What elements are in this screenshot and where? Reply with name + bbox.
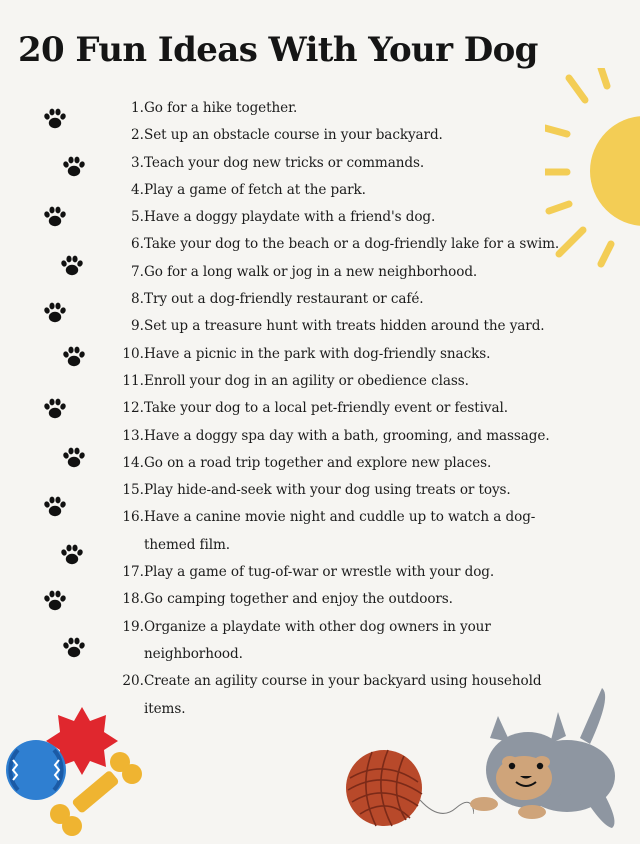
paw-icon <box>43 108 67 130</box>
list-item <box>0 395 600 422</box>
item-text: Go for a long walk or jog in a new neighborhood. <box>144 263 478 280</box>
bone-icon <box>48 752 144 838</box>
item-number: 5. <box>131 209 144 226</box>
paw-icon <box>62 637 86 659</box>
list-item <box>0 423 600 450</box>
list-item <box>0 286 600 313</box>
item-text: Play hide-and-seek with your dog using treats or toys. <box>144 482 511 499</box>
item-number: 12. <box>122 400 144 417</box>
item-number: 8. <box>131 291 144 308</box>
ideas-list <box>0 95 600 723</box>
paw-icon <box>43 206 67 228</box>
list-item <box>0 259 600 286</box>
list-item <box>0 368 600 395</box>
list-item <box>0 204 600 231</box>
paw-icon <box>43 496 67 518</box>
item-text: Organize a playdate with other dog owners in your neighborhood. <box>144 618 491 662</box>
item-text: Play a game of fetch at the park. <box>144 181 366 198</box>
list-item <box>0 177 600 204</box>
item-text: Enroll your dog in an agility or obedience class. <box>144 372 469 389</box>
item-number: 15. <box>122 482 144 499</box>
item-number: 7. <box>131 263 144 280</box>
paw-icon <box>43 398 67 420</box>
item-number: 13. <box>122 427 144 444</box>
list-item <box>0 150 600 177</box>
item-text: Have a doggy playdate with a friend's dog. <box>144 209 436 226</box>
list-item <box>0 95 600 122</box>
item-number: 2. <box>131 127 144 144</box>
item-number: 10. <box>122 345 144 362</box>
item-number: 3. <box>131 154 144 171</box>
item-number: 18. <box>122 591 144 608</box>
item-text: Try out a dog-friendly restaurant or café. <box>144 291 424 308</box>
paw-icon <box>43 302 67 324</box>
dog-illustration <box>462 686 632 836</box>
list-item <box>0 559 600 586</box>
paw-icon <box>62 346 86 368</box>
item-text: Have a picnic in the park with dog-friendly snacks. <box>144 345 491 362</box>
yarn-ball-icon <box>344 748 474 834</box>
item-text: Have a doggy spa day with a bath, grooming, and massage. <box>144 427 550 444</box>
list-item <box>0 341 600 368</box>
item-number: 19. <box>122 618 144 635</box>
item-number: 14. <box>122 454 144 471</box>
item-text: Go camping together and enjoy the outdoors. <box>144 591 453 608</box>
list-item <box>0 313 600 340</box>
item-number: 6. <box>131 236 144 253</box>
item-number: 4. <box>131 181 144 198</box>
item-number: 1. <box>131 100 144 116</box>
paw-icon <box>60 255 84 277</box>
list-item <box>0 450 600 477</box>
paw-icon <box>62 156 86 178</box>
item-number: 20. <box>122 673 144 690</box>
item-text: Create an agility course in your backyard using household items. <box>144 673 542 717</box>
page-title: 20 Fun Ideas With Your Dog <box>18 30 538 70</box>
paw-icon <box>43 590 67 612</box>
item-text: Teach your dog new tricks or commands. <box>144 154 425 171</box>
item-text: Set up an obstacle course in your backyard. <box>144 127 443 144</box>
item-text: Take your dog to the beach or a dog-friendly lake for a swim. <box>144 236 560 253</box>
paw-icon <box>62 447 86 469</box>
item-number: 17. <box>122 564 144 581</box>
list-item <box>0 586 600 613</box>
list-item <box>0 477 600 504</box>
item-text: Play a game of tug-of-war or wrestle with your dog. <box>144 564 495 581</box>
list-item <box>0 614 600 669</box>
item-text: Set up a treasure hunt with treats hidden around the yard. <box>144 318 545 335</box>
item-number: 11. <box>122 372 144 389</box>
item-text: Go on a road trip together and explore new places. <box>144 454 492 471</box>
paw-icon <box>60 544 84 566</box>
item-number: 9. <box>131 318 144 335</box>
item-text: Have a canine movie night and cuddle up to watch a dog-themed film. <box>144 509 536 553</box>
item-text: Go for a hike together. <box>144 100 298 116</box>
list-item <box>0 504 600 559</box>
list-item <box>0 231 600 258</box>
list-item <box>0 122 600 149</box>
item-text: Take your dog to a local pet-friendly event or festival. <box>144 400 508 417</box>
item-number: 16. <box>122 509 144 526</box>
